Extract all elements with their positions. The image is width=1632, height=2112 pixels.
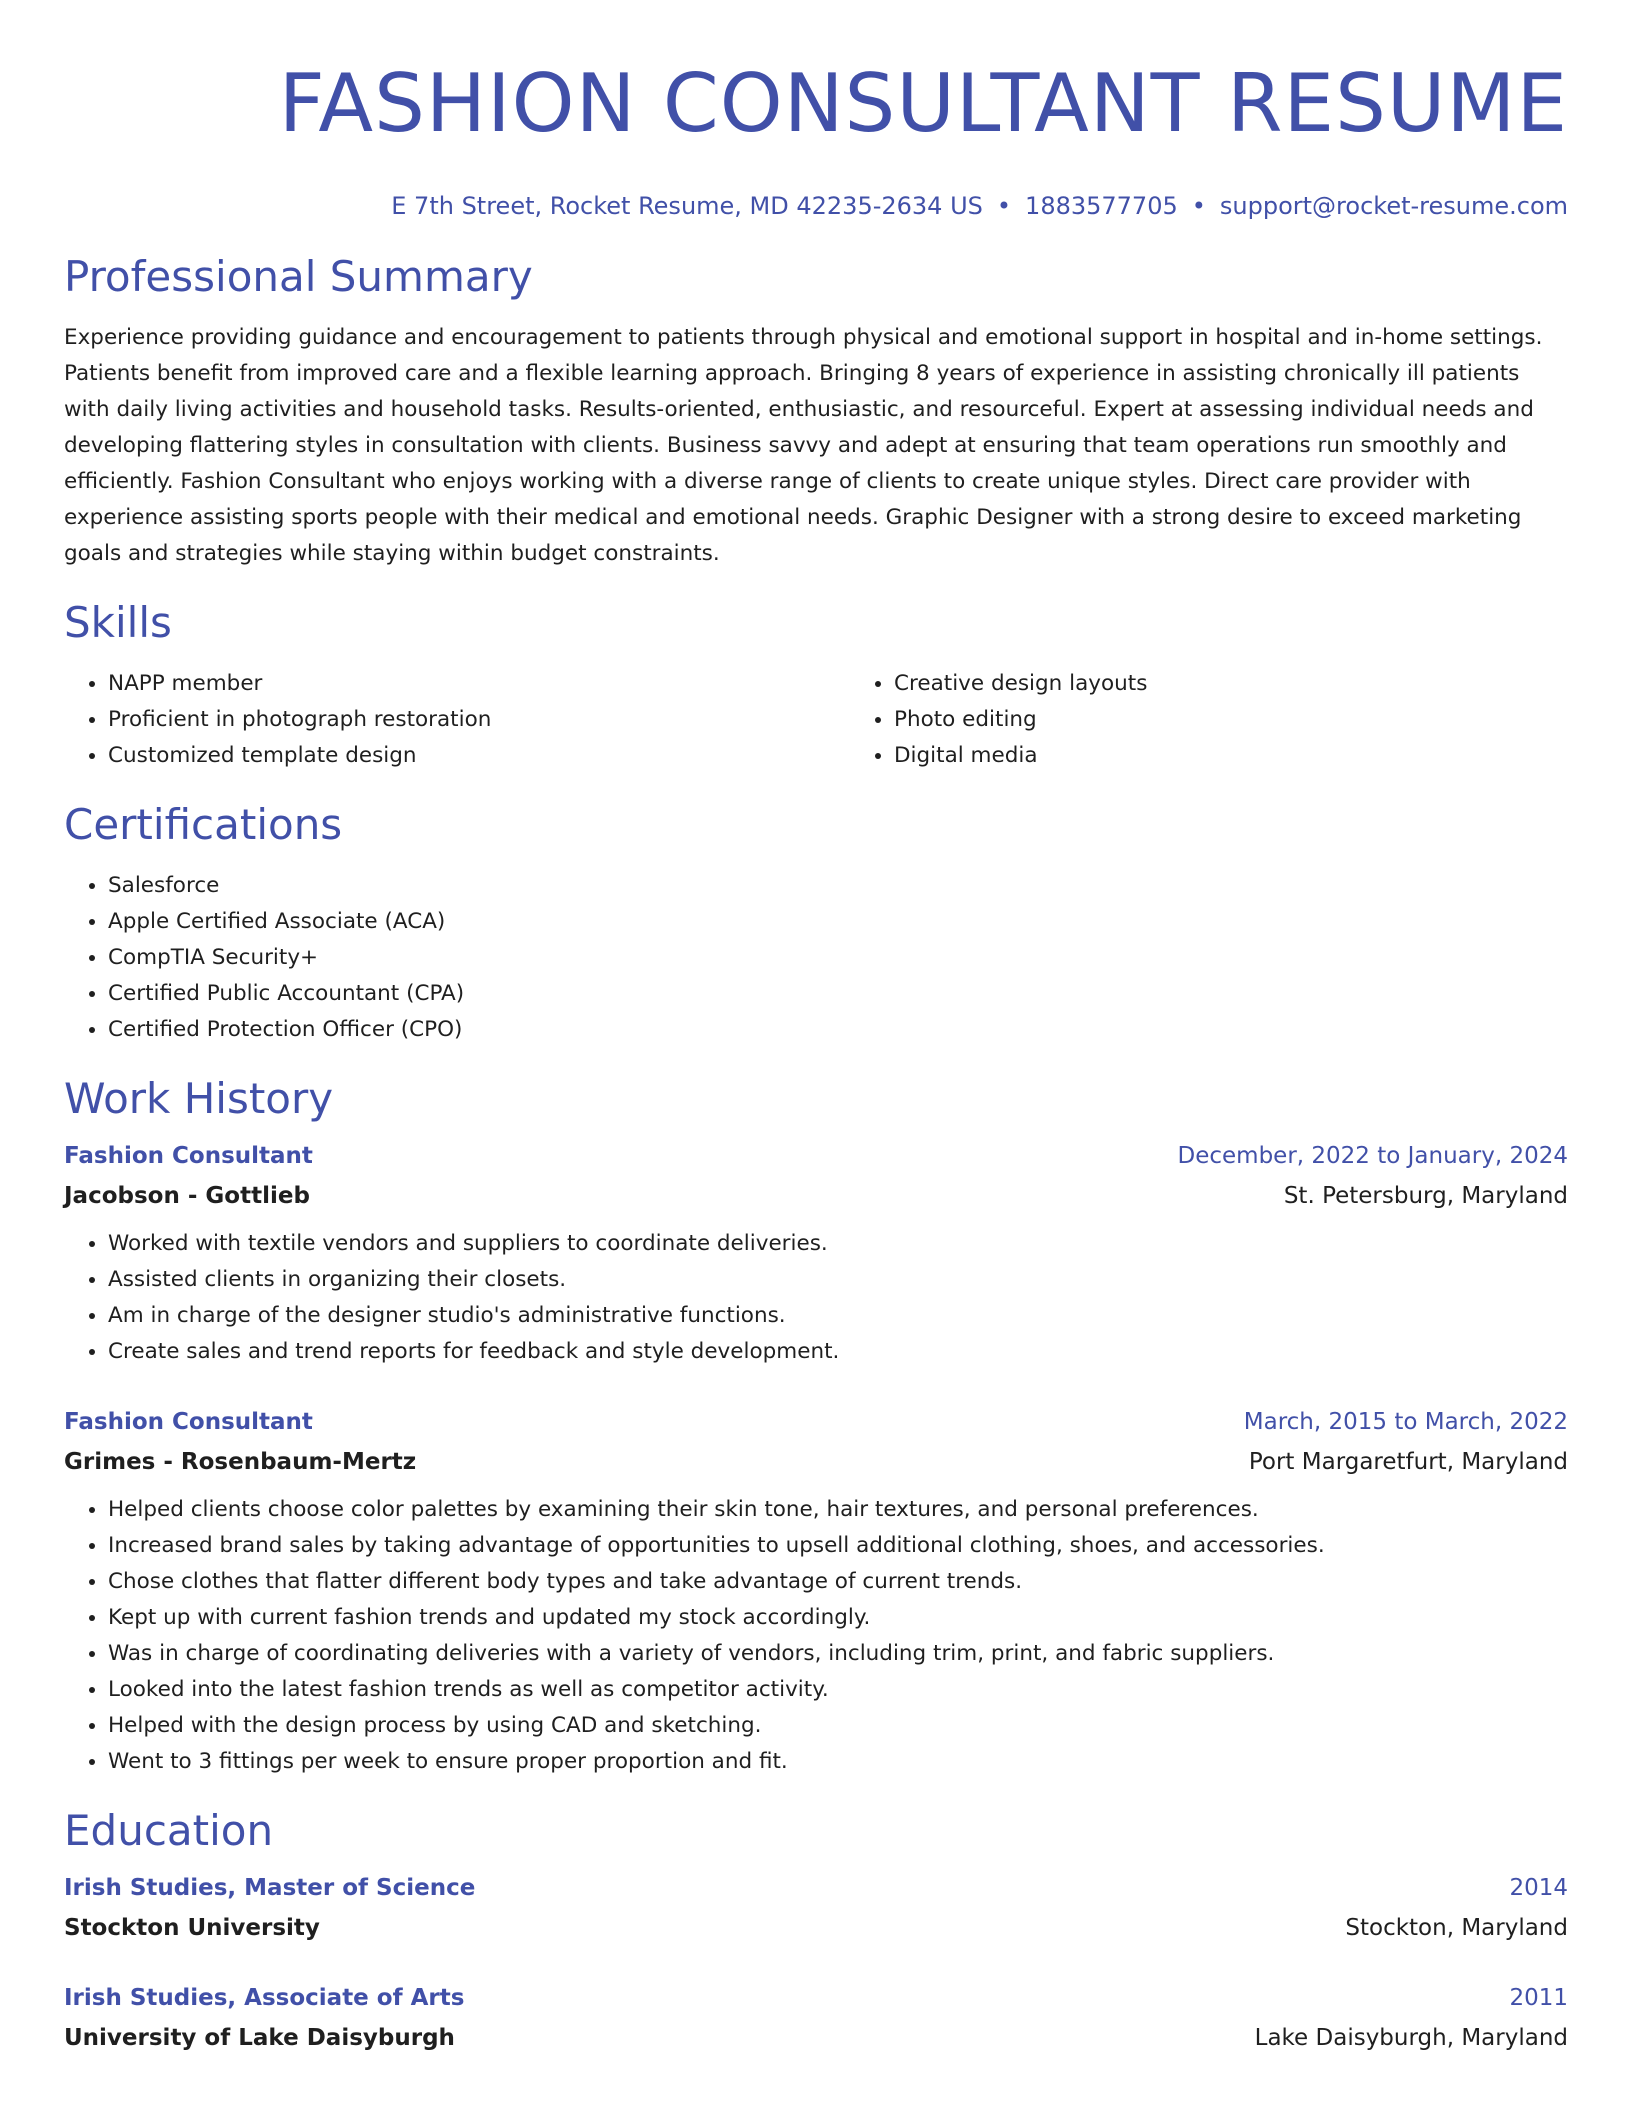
contact-phone: 1883577705 — [1025, 192, 1178, 220]
certification-item: • Certified Protection Officer (CPO) — [108, 1012, 1568, 1048]
certification-item: • Salesforce — [108, 868, 1568, 904]
school-location: Lake Daisyburgh, Maryland — [1254, 2025, 1568, 2051]
contact-email[interactable]: support@rocket-resume.com — [1219, 192, 1568, 220]
school-name: University of Lake Daisyburgh — [64, 2025, 455, 2051]
job-bullet: • Worked with textile vendors and suppliers to coordinate deliveries. — [108, 1226, 1568, 1262]
work-history-heading: Work History — [64, 1074, 334, 1123]
job-company-row — [64, 1442, 1568, 1482]
resume-title: FASHION CONSULTANT RESUME — [278, 57, 1568, 150]
summary-heading: Professional Summary — [64, 252, 533, 301]
school-name: Stockton University — [64, 1915, 320, 1941]
job-title: Fashion Consultant — [64, 1409, 313, 1435]
resume-page — [64, 0, 1568, 2058]
job-company: Grimes - Rosenbaum-Mertz — [64, 1449, 417, 1475]
skills-list-left — [64, 666, 850, 774]
skill-item: • Creative design layouts — [894, 666, 1632, 702]
summary-text: Experience providing guidance and encouragement to patients through physical and emotional support in hospital and in-home settings. Patients benefit from improved care and a flexible learning approach. Bringing 8 years of experience in assisting chronically ill patients with daily living activities and household tasks. Results-oriented, enthusiastic, and resourceful. Expert at assessing individual needs and developing flattering styles in consultation with clients. Business savvy and adept at ensuring that team operations run smoothly and efficiently. Fashion Consultant who enjoys working with a diverse range of clients to create unique styles. Direct care provider with experience assisting sports people with their medical and emotional needs. Graphic Designer with a strong desire to exceed marketing goals and strategies while staying within budget constraints. — [64, 325, 1543, 566]
job-bullets — [64, 1492, 1568, 1780]
school-location: Stockton, Maryland — [1345, 1915, 1568, 1941]
job-bullet: • Helped with the design process by using CAD and sketching. — [108, 1708, 1568, 1744]
degree-name: Irish Studies, Master of Science — [64, 1875, 476, 1901]
skills-section — [64, 598, 1568, 774]
job-bullet: • Kept up with current fashion trends and updated my stock accordingly. — [108, 1600, 1568, 1636]
certifications-section — [64, 800, 1568, 1048]
degree-row — [64, 1978, 1568, 2018]
work-history-section — [64, 1074, 1568, 1780]
skill-item: • Proficient in photograph restoration — [108, 702, 850, 738]
job-entry — [64, 1136, 1568, 1370]
job-bullet: • Chose clothes that flatter different body types and take advantage of current trends. — [108, 1564, 1568, 1600]
job-bullet: • Increased brand sales by taking advantage of opportunities to upsell additional clothing, shoes, and accessories. — [108, 1528, 1568, 1564]
degree-year: 2011 — [1509, 1985, 1568, 2011]
certification-item: • Certified Public Accountant (CPA) — [108, 976, 1568, 1012]
job-bullet: • Helped clients choose color palettes by examining their skin tone, hair textures, and personal preferences. — [108, 1492, 1568, 1528]
job-company-row — [64, 1176, 1568, 1216]
contact-separator: • — [996, 192, 1012, 220]
summary-section — [64, 252, 1568, 572]
degree-year: 2014 — [1509, 1875, 1568, 1901]
job-bullet: • Create sales and trend reports for feedback and style development. — [108, 1334, 1568, 1370]
resume-header — [64, 0, 1568, 222]
job-company: Jacobson - Gottlieb — [64, 1183, 310, 1209]
job-bullet: • Was in charge of coordinating deliveries with a variety of vendors, including trim, print, and fabric suppliers. — [108, 1636, 1568, 1672]
job-bullet: • Looked into the latest fashion trends as well as competitor activity. — [108, 1672, 1568, 1708]
contact-address: E 7th Street, Rocket Resume, MD 42235-2634 US — [391, 192, 983, 220]
skill-item: • Digital media — [894, 738, 1632, 774]
job-bullet: • Assisted clients in organizing their closets. — [108, 1262, 1568, 1298]
skill-item: • NAPP member — [108, 666, 850, 702]
job-bullets — [64, 1226, 1568, 1370]
degree-name: Irish Studies, Associate of Arts — [64, 1985, 465, 2011]
job-title-row — [64, 1136, 1568, 1176]
job-location: St. Petersburg, Maryland — [1283, 1183, 1568, 1209]
education-section — [64, 1806, 1568, 2058]
job-title-row — [64, 1402, 1568, 1442]
job-location: Port Margaretfurt, Maryland — [1248, 1449, 1568, 1475]
job-dates: December, 2022 to January, 2024 — [1177, 1143, 1568, 1169]
certification-item: • CompTIA Security+ — [108, 940, 1568, 976]
school-row — [64, 2018, 1568, 2058]
school-row — [64, 1908, 1568, 1948]
education-entry — [64, 1978, 1568, 2058]
skills-list-right — [850, 666, 1632, 774]
education-entry — [64, 1868, 1568, 1948]
certifications-heading: Certifications — [64, 800, 343, 849]
job-bullet: • Went to 3 fittings per week to ensure proper proportion and fit. — [108, 1744, 1568, 1780]
job-title: Fashion Consultant — [64, 1143, 313, 1169]
degree-row — [64, 1868, 1568, 1908]
skill-item: • Customized template design — [108, 738, 850, 774]
skills-grid — [64, 666, 1568, 774]
job-entry — [64, 1402, 1568, 1780]
skills-heading: Skills — [64, 598, 172, 647]
job-bullet: • Am in charge of the designer studio's administrative functions. — [108, 1298, 1568, 1334]
job-dates: March, 2015 to March, 2022 — [1243, 1409, 1568, 1435]
contact-separator: • — [1191, 192, 1206, 220]
skill-item: • Photo editing — [894, 702, 1632, 738]
contact-line — [64, 190, 1568, 222]
certifications-list — [64, 868, 1568, 1048]
certification-item: • Apple Certified Associate (ACA) — [108, 904, 1568, 940]
education-heading: Education — [64, 1806, 274, 1855]
